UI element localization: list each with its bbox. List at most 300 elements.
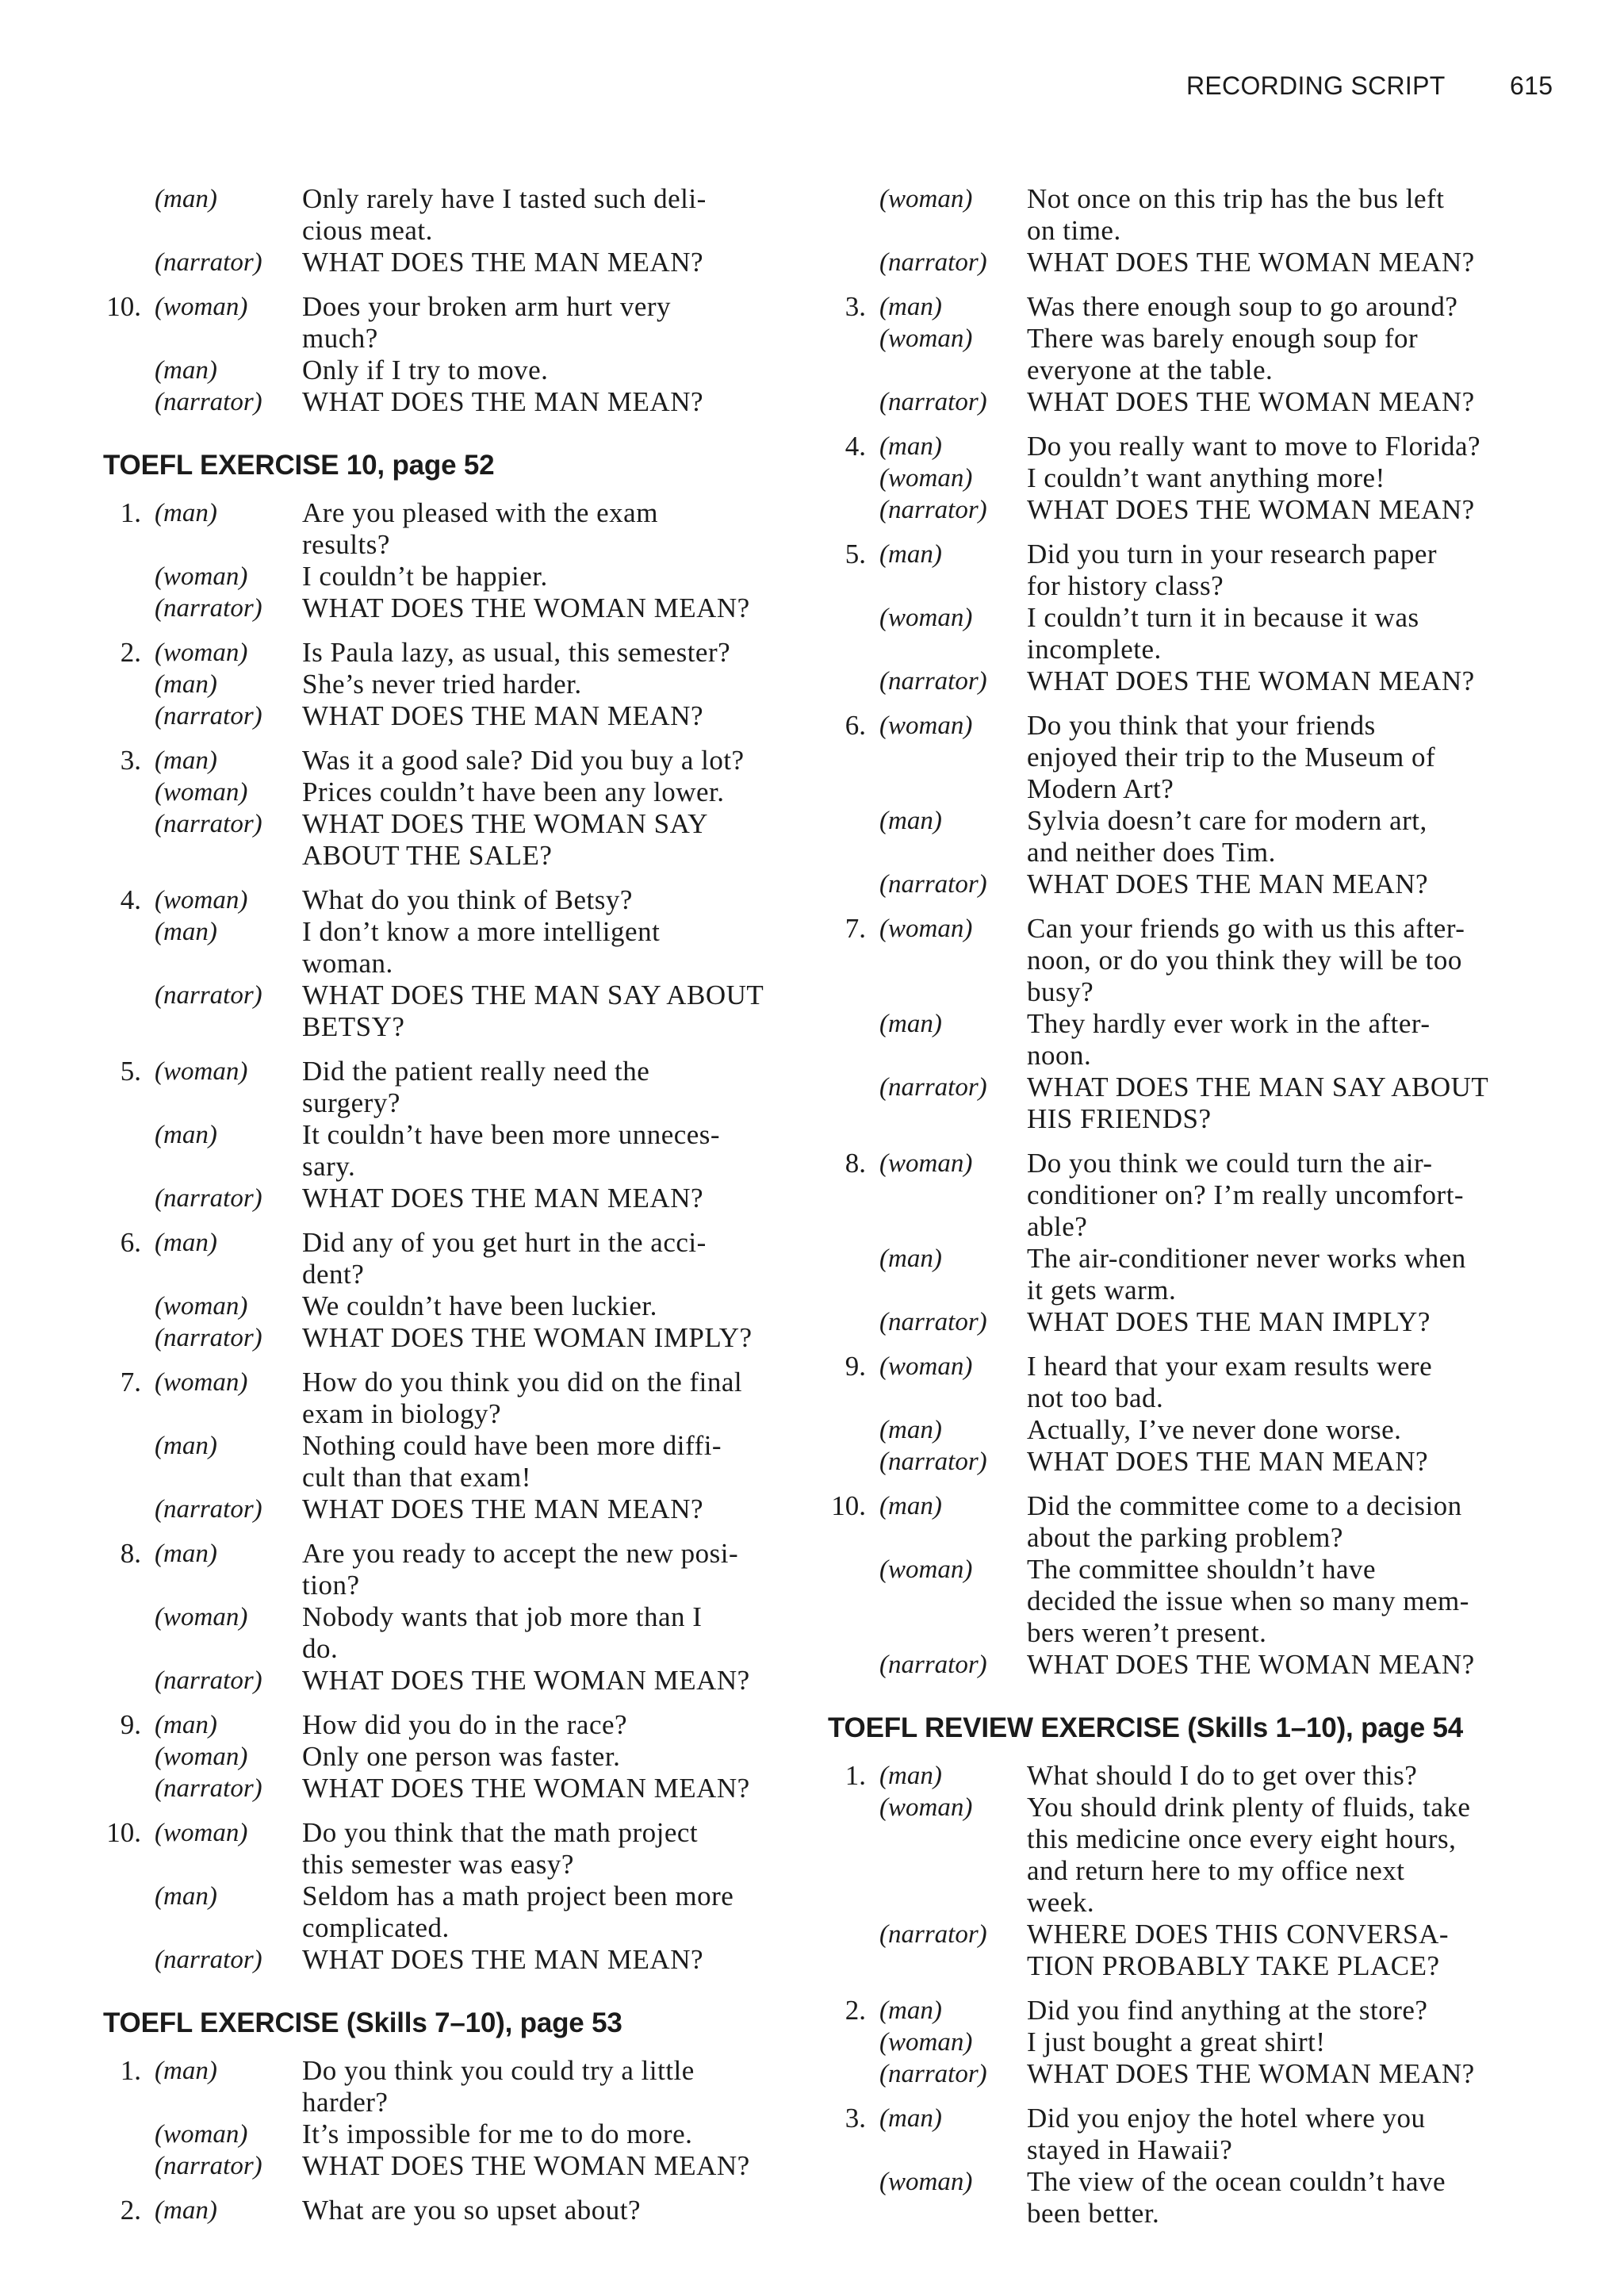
speaker-label: (woman) — [879, 2028, 973, 2057]
line-text: I couldn’t want anything more! — [1027, 462, 1385, 493]
text-row — [812, 976, 1526, 1008]
dialogue-item — [87, 1817, 785, 1976]
item-number: 2. — [845, 1995, 866, 2026]
spacer — [87, 1183, 141, 1214]
spacer — [155, 1151, 302, 1183]
line-text: bers weren’t present. — [1027, 1617, 1267, 1648]
text-row — [812, 183, 1526, 215]
dialogue-item — [812, 1490, 1526, 1681]
text-row — [87, 529, 785, 561]
spacer — [812, 665, 866, 697]
speaker-label: (narrator) — [155, 594, 262, 623]
text-row — [812, 1382, 1526, 1414]
text-row — [87, 592, 785, 624]
item-number: 9. — [845, 1351, 866, 1382]
text-row — [87, 1398, 785, 1430]
line-text: WHAT DOES THE MAN MEAN? — [1027, 868, 1429, 899]
text-row — [812, 1243, 1526, 1275]
line-text: How do you think you did on the final — [302, 1367, 743, 1398]
text-row — [812, 1585, 1526, 1617]
line-text: She’s never tried harder. — [302, 669, 582, 700]
dialogue-item — [812, 539, 1526, 697]
text-row — [87, 323, 785, 355]
spacer — [879, 215, 1027, 247]
speaker-label: (woman) — [879, 1555, 973, 1584]
speaker-label: (narrator) — [879, 1447, 987, 1476]
dialogue-item — [87, 1227, 785, 1354]
line-text: much? — [302, 323, 378, 354]
line-text: WHAT DOES THE WOMAN MEAN? — [1027, 494, 1475, 525]
dialogue-item — [87, 637, 785, 732]
spacer — [87, 529, 141, 561]
text-row — [812, 1522, 1526, 1554]
text-row — [87, 1817, 785, 1849]
spacer — [879, 2134, 1027, 2166]
spacer — [879, 837, 1027, 868]
line-text: Did the committee come to a decision — [1027, 1490, 1462, 1521]
spacer — [87, 808, 141, 840]
speaker-label: (man) — [155, 1539, 217, 1568]
text-row — [812, 1617, 1526, 1649]
item-number: 5. — [120, 1056, 141, 1087]
page-header — [0, 70, 1624, 102]
speaker-label: (woman) — [879, 464, 973, 493]
spacer — [87, 1665, 141, 1697]
dialogue-item — [87, 1367, 785, 1525]
line-text: Does your broken arm hurt very — [302, 291, 672, 322]
speaker-label: (narrator) — [155, 1666, 262, 1695]
line-text: WHAT DOES THE MAN MEAN? — [302, 386, 704, 417]
text-row — [812, 539, 1526, 570]
spacer — [812, 1554, 866, 1585]
spacer — [155, 1849, 302, 1881]
text-row — [812, 1148, 1526, 1179]
text-row — [87, 2118, 785, 2150]
spacer — [87, 948, 141, 980]
line-text: Do you think you could try a little — [302, 2055, 695, 2086]
speaker-label: (man) — [155, 2057, 217, 2085]
speaker-label: (man) — [155, 1432, 217, 1460]
line-text: Seldom has a math project been more — [302, 1881, 734, 1911]
line-text: noon. — [1027, 1040, 1092, 1071]
speaker-label: (man) — [155, 185, 217, 213]
text-row — [87, 1849, 785, 1881]
spacer — [879, 1040, 1027, 1072]
speaker-label: (man) — [879, 293, 942, 321]
spacer — [812, 2134, 866, 2166]
spacer — [812, 1072, 866, 1103]
line-text: There was barely enough soup for — [1027, 323, 1419, 354]
text-row — [87, 355, 785, 386]
text-row — [87, 2087, 785, 2118]
text-row — [87, 2150, 785, 2182]
speaker-label: (woman) — [155, 2120, 248, 2149]
spacer — [87, 386, 141, 418]
spacer — [812, 1950, 866, 1982]
speaker-label: (woman) — [155, 1368, 248, 1397]
line-text: surgery? — [302, 1087, 400, 1118]
item-number: 5. — [845, 539, 866, 569]
spacer — [812, 805, 866, 837]
item-number: 7. — [120, 1367, 141, 1398]
spacer — [812, 2198, 866, 2230]
line-text: Was it a good sale? Did you buy a lot? — [302, 745, 745, 776]
line-text: ABOUT THE SALE? — [302, 840, 553, 871]
text-row — [812, 1823, 1526, 1855]
speaker-label: (man) — [879, 2104, 942, 2133]
line-text: Do you think that your friends — [1027, 710, 1376, 741]
line-text: WHAT DOES THE MAN MEAN? — [302, 1944, 704, 1975]
speaker-label: (man) — [155, 1711, 217, 1739]
spacer — [87, 2150, 141, 2182]
spacer — [87, 1912, 141, 1944]
text-row — [87, 1183, 785, 1214]
line-text: It’s impossible for me to do more. — [302, 2118, 693, 2149]
text-row — [812, 1040, 1526, 1072]
spacer — [879, 1211, 1027, 1243]
spacer — [87, 2087, 141, 2118]
dialogue-item — [87, 291, 785, 418]
text-row — [87, 745, 785, 776]
section-heading: TOEFL EXERCISE 10, page 52 — [103, 450, 495, 481]
item-number: 10. — [106, 291, 141, 322]
line-text: noon, or do you think they will be too — [1027, 945, 1462, 976]
dialogue-item — [812, 913, 1526, 1135]
spacer — [87, 1944, 141, 1976]
spacer — [87, 1493, 141, 1525]
item-number: 3. — [845, 2103, 866, 2134]
spacer — [812, 1211, 866, 1243]
spacer — [879, 1585, 1027, 1617]
speaker-label: (narrator) — [155, 981, 262, 1010]
line-text: on time. — [1027, 215, 1121, 246]
line-text: tion? — [302, 1570, 360, 1601]
spacer — [812, 323, 866, 355]
speaker-label: (woman) — [155, 1057, 248, 1086]
item-number: 10. — [106, 1817, 141, 1848]
line-text: Actually, I’ve never done worse. — [1027, 1414, 1402, 1445]
spacer — [155, 1633, 302, 1665]
spacer — [879, 1275, 1027, 1306]
text-row — [87, 1538, 785, 1570]
speaker-label: (narrator) — [155, 702, 262, 730]
spacer — [87, 700, 141, 732]
line-text: WHAT DOES THE MAN MEAN? — [1027, 1446, 1429, 1477]
speaker-label: (woman) — [879, 711, 973, 740]
spacer — [812, 2058, 866, 2090]
spacer — [812, 355, 866, 386]
spacer — [879, 1522, 1027, 1554]
dialogue-item — [87, 2055, 785, 2182]
text-row — [87, 1056, 785, 1087]
line-text: cious meat. — [302, 215, 433, 246]
line-text: WHAT DOES THE WOMAN MEAN? — [302, 592, 750, 623]
spacer — [87, 1290, 141, 1322]
text-row — [812, 1446, 1526, 1478]
speaker-label: (man) — [879, 1416, 942, 1444]
text-row — [87, 637, 785, 669]
line-text: do. — [302, 1633, 339, 1664]
speaker-label: (woman) — [155, 1819, 248, 1847]
line-text: WHAT DOES THE MAN IMPLY? — [1027, 1306, 1431, 1337]
text-row — [812, 2058, 1526, 2090]
spacer — [812, 1585, 866, 1617]
line-text: What are you so upset about? — [302, 2195, 642, 2226]
speaker-label: (woman) — [155, 1292, 248, 1321]
line-text: I heard that your exam results were — [1027, 1351, 1433, 1382]
spacer — [812, 1522, 866, 1554]
spacer — [812, 1919, 866, 1950]
dialogue-item — [87, 1709, 785, 1804]
text-row — [812, 1554, 1526, 1585]
text-row — [87, 1151, 785, 1183]
speaker-label: (narrator) — [879, 2060, 987, 2088]
text-row — [812, 494, 1526, 526]
speaker-label: (man) — [155, 1229, 217, 1257]
spacer — [812, 1792, 866, 1823]
text-row — [812, 1792, 1526, 1823]
text-row — [812, 247, 1526, 278]
speaker-label: (woman) — [879, 185, 973, 213]
page-number: 615 — [1510, 71, 1553, 100]
text-row — [812, 1351, 1526, 1382]
speaker-label: (narrator) — [879, 388, 987, 416]
line-text: not too bad. — [1027, 1382, 1164, 1413]
item-number: 6. — [845, 710, 866, 741]
line-text: Modern Art? — [1027, 773, 1174, 804]
speaker-label: (woman) — [155, 1603, 248, 1631]
text-row — [87, 916, 785, 948]
line-text: cult than that exam! — [302, 1462, 531, 1493]
spacer — [87, 561, 141, 592]
speaker-label: (woman) — [155, 1743, 248, 1771]
line-text: about the parking problem? — [1027, 1522, 1343, 1553]
spacer — [155, 1087, 302, 1119]
text-row — [812, 2026, 1526, 2058]
text-row — [812, 462, 1526, 494]
speaker-label: (woman) — [879, 2168, 973, 2196]
speaker-label: (narrator) — [155, 1495, 262, 1524]
spacer — [155, 948, 302, 980]
spacer — [87, 1601, 141, 1633]
spacer — [812, 2026, 866, 2058]
line-text: The committee shouldn’t have — [1027, 1554, 1377, 1585]
line-text: WHAT DOES THE WOMAN SAY — [302, 808, 708, 839]
text-row — [812, 323, 1526, 355]
spacer — [812, 1179, 866, 1211]
line-text: WHAT DOES THE WOMAN MEAN? — [1027, 665, 1475, 696]
spacer — [87, 592, 141, 624]
text-row — [87, 700, 785, 732]
item-number: 3. — [120, 745, 141, 776]
line-text: Did any of you get hurt in the acci- — [302, 1227, 707, 1258]
spacer — [812, 1414, 866, 1446]
text-row — [812, 773, 1526, 805]
text-row — [87, 497, 785, 529]
line-text: complicated. — [302, 1912, 450, 1943]
text-row — [87, 1430, 785, 1462]
dialogue-item — [812, 2103, 1526, 2230]
text-row — [812, 837, 1526, 868]
text-row — [87, 1944, 785, 1976]
spacer — [87, 1773, 141, 1804]
text-row — [87, 183, 785, 215]
text-row — [87, 1601, 785, 1633]
spacer — [155, 1570, 302, 1601]
speaker-label: (man) — [155, 1882, 217, 1911]
spacer — [812, 1649, 866, 1681]
text-row — [87, 2055, 785, 2087]
dialogue-item — [812, 1351, 1526, 1478]
speaker-label: (narrator) — [879, 667, 987, 696]
line-text: What do you think of Betsy? — [302, 884, 633, 915]
spacer — [87, 1849, 141, 1881]
spacer — [87, 1430, 141, 1462]
column-right — [812, 183, 1526, 2230]
text-row — [812, 1887, 1526, 1919]
section-heading: TOEFL REVIEW EXERCISE (Skills 1–10), page 54 — [828, 1712, 1464, 1743]
text-row — [812, 1211, 1526, 1243]
spacer — [879, 1382, 1027, 1414]
line-text: stayed in Hawaii? — [1027, 2134, 1233, 2165]
line-text: WHAT DOES THE WOMAN MEAN? — [1027, 2058, 1475, 2089]
text-row — [812, 215, 1526, 247]
column-left — [87, 183, 785, 2226]
item-number: 6. — [120, 1227, 141, 1258]
spacer — [812, 215, 866, 247]
spacer — [812, 1823, 866, 1855]
spacer — [87, 840, 141, 872]
line-text: Are you ready to accept the new posi- — [302, 1538, 739, 1569]
line-text: WHAT DOES THE WOMAN MEAN? — [302, 1665, 750, 1696]
spacer — [879, 1887, 1027, 1919]
line-text: Did you enjoy the hotel where you — [1027, 2103, 1426, 2134]
line-text: and neither does Tim. — [1027, 837, 1276, 868]
dialogue-item — [812, 710, 1526, 900]
text-row — [87, 1665, 785, 1697]
speaker-label: (narrator) — [879, 1073, 987, 1102]
dialogue-item — [87, 1538, 785, 1697]
text-row — [812, 1179, 1526, 1211]
text-row — [812, 913, 1526, 945]
spacer — [879, 634, 1027, 665]
spacer — [879, 1103, 1027, 1135]
speaker-label: (man) — [879, 807, 942, 835]
dialogue-item — [812, 1148, 1526, 1338]
spacer — [812, 1617, 866, 1649]
line-text: Did the patient really need the — [302, 1056, 650, 1087]
speaker-label: (narrator) — [155, 1774, 262, 1803]
spacer — [87, 323, 141, 355]
line-text: We couldn’t have been luckier. — [302, 1290, 657, 1321]
text-row — [87, 2195, 785, 2226]
line-text: exam in biology? — [302, 1398, 502, 1429]
line-text: Not once on this trip has the bus left — [1027, 183, 1445, 214]
line-text: I couldn’t be happier. — [302, 561, 548, 592]
spacer — [87, 1119, 141, 1151]
spacer — [812, 570, 866, 602]
text-row — [812, 431, 1526, 462]
text-row — [87, 840, 785, 872]
text-row — [87, 1462, 785, 1493]
text-row — [812, 1950, 1526, 1982]
spacer — [812, 868, 866, 900]
line-text: week. — [1027, 1887, 1095, 1918]
speaker-label: (narrator) — [879, 248, 987, 277]
spacer — [812, 1382, 866, 1414]
item-number: 4. — [845, 431, 866, 462]
spacer — [87, 1087, 141, 1119]
text-row — [812, 710, 1526, 742]
line-text: results? — [302, 529, 390, 560]
text-row — [812, 386, 1526, 418]
spacer — [812, 742, 866, 773]
spacer — [879, 1950, 1027, 1982]
text-row — [812, 291, 1526, 323]
item-number: 7. — [845, 913, 866, 944]
line-text: WHERE DOES THIS CONVERSA- — [1027, 1919, 1449, 1950]
spacer — [812, 1275, 866, 1306]
text-row — [812, 945, 1526, 976]
text-row — [812, 570, 1526, 602]
spacer — [87, 776, 141, 808]
spacer — [879, 1823, 1027, 1855]
text-row — [812, 1414, 1526, 1446]
text-row — [87, 1493, 785, 1525]
spacer — [87, 1881, 141, 1912]
item-number: 1. — [120, 497, 141, 528]
line-text: They hardly ever work in the after- — [1027, 1008, 1431, 1039]
speaker-label: (man) — [879, 1762, 942, 1790]
line-text: Can your friends go with us this after- — [1027, 913, 1465, 944]
line-text: Nothing could have been more diffi- — [302, 1430, 722, 1461]
spacer — [155, 215, 302, 247]
speaker-label: (narrator) — [155, 2152, 262, 2180]
speaker-label: (woman) — [155, 638, 248, 667]
line-text: WHAT DOES THE MAN MEAN? — [302, 1183, 704, 1214]
speaker-label: (man) — [879, 1010, 942, 1038]
spacer — [155, 529, 302, 561]
text-row — [87, 1119, 785, 1151]
spacer — [87, 1259, 141, 1290]
text-row — [812, 868, 1526, 900]
line-text: WHAT DOES THE MAN MEAN? — [302, 700, 704, 731]
spacer — [812, 494, 866, 526]
spacer — [87, 1151, 141, 1183]
spacer — [812, 773, 866, 805]
spacer — [812, 462, 866, 494]
line-text: conditioner on? I’m really uncomfort- — [1027, 1179, 1465, 1210]
dialogue-item — [812, 1760, 1526, 1982]
speaker-label: (woman) — [879, 1352, 973, 1381]
line-text: decided the issue when so many mem- — [1027, 1585, 1469, 1616]
line-text: How did you do in the race? — [302, 1709, 628, 1740]
item-number: 4. — [120, 884, 141, 915]
speaker-label: (woman) — [879, 324, 973, 353]
text-row — [812, 634, 1526, 665]
spacer — [87, 669, 141, 700]
speaker-label: (man) — [155, 1121, 217, 1149]
text-row — [87, 1633, 785, 1665]
line-text: WHAT DOES THE WOMAN IMPLY? — [302, 1322, 753, 1353]
line-text: Did you find anything at the store? — [1027, 1995, 1428, 2026]
speaker-label: (man) — [879, 1492, 942, 1520]
spacer — [87, 355, 141, 386]
line-text: Nobody wants that job more than I — [302, 1601, 703, 1632]
spacer — [812, 1040, 866, 1072]
line-text: I just bought a great shirt! — [1027, 2026, 1326, 2057]
speaker-label: (narrator) — [155, 1184, 262, 1213]
